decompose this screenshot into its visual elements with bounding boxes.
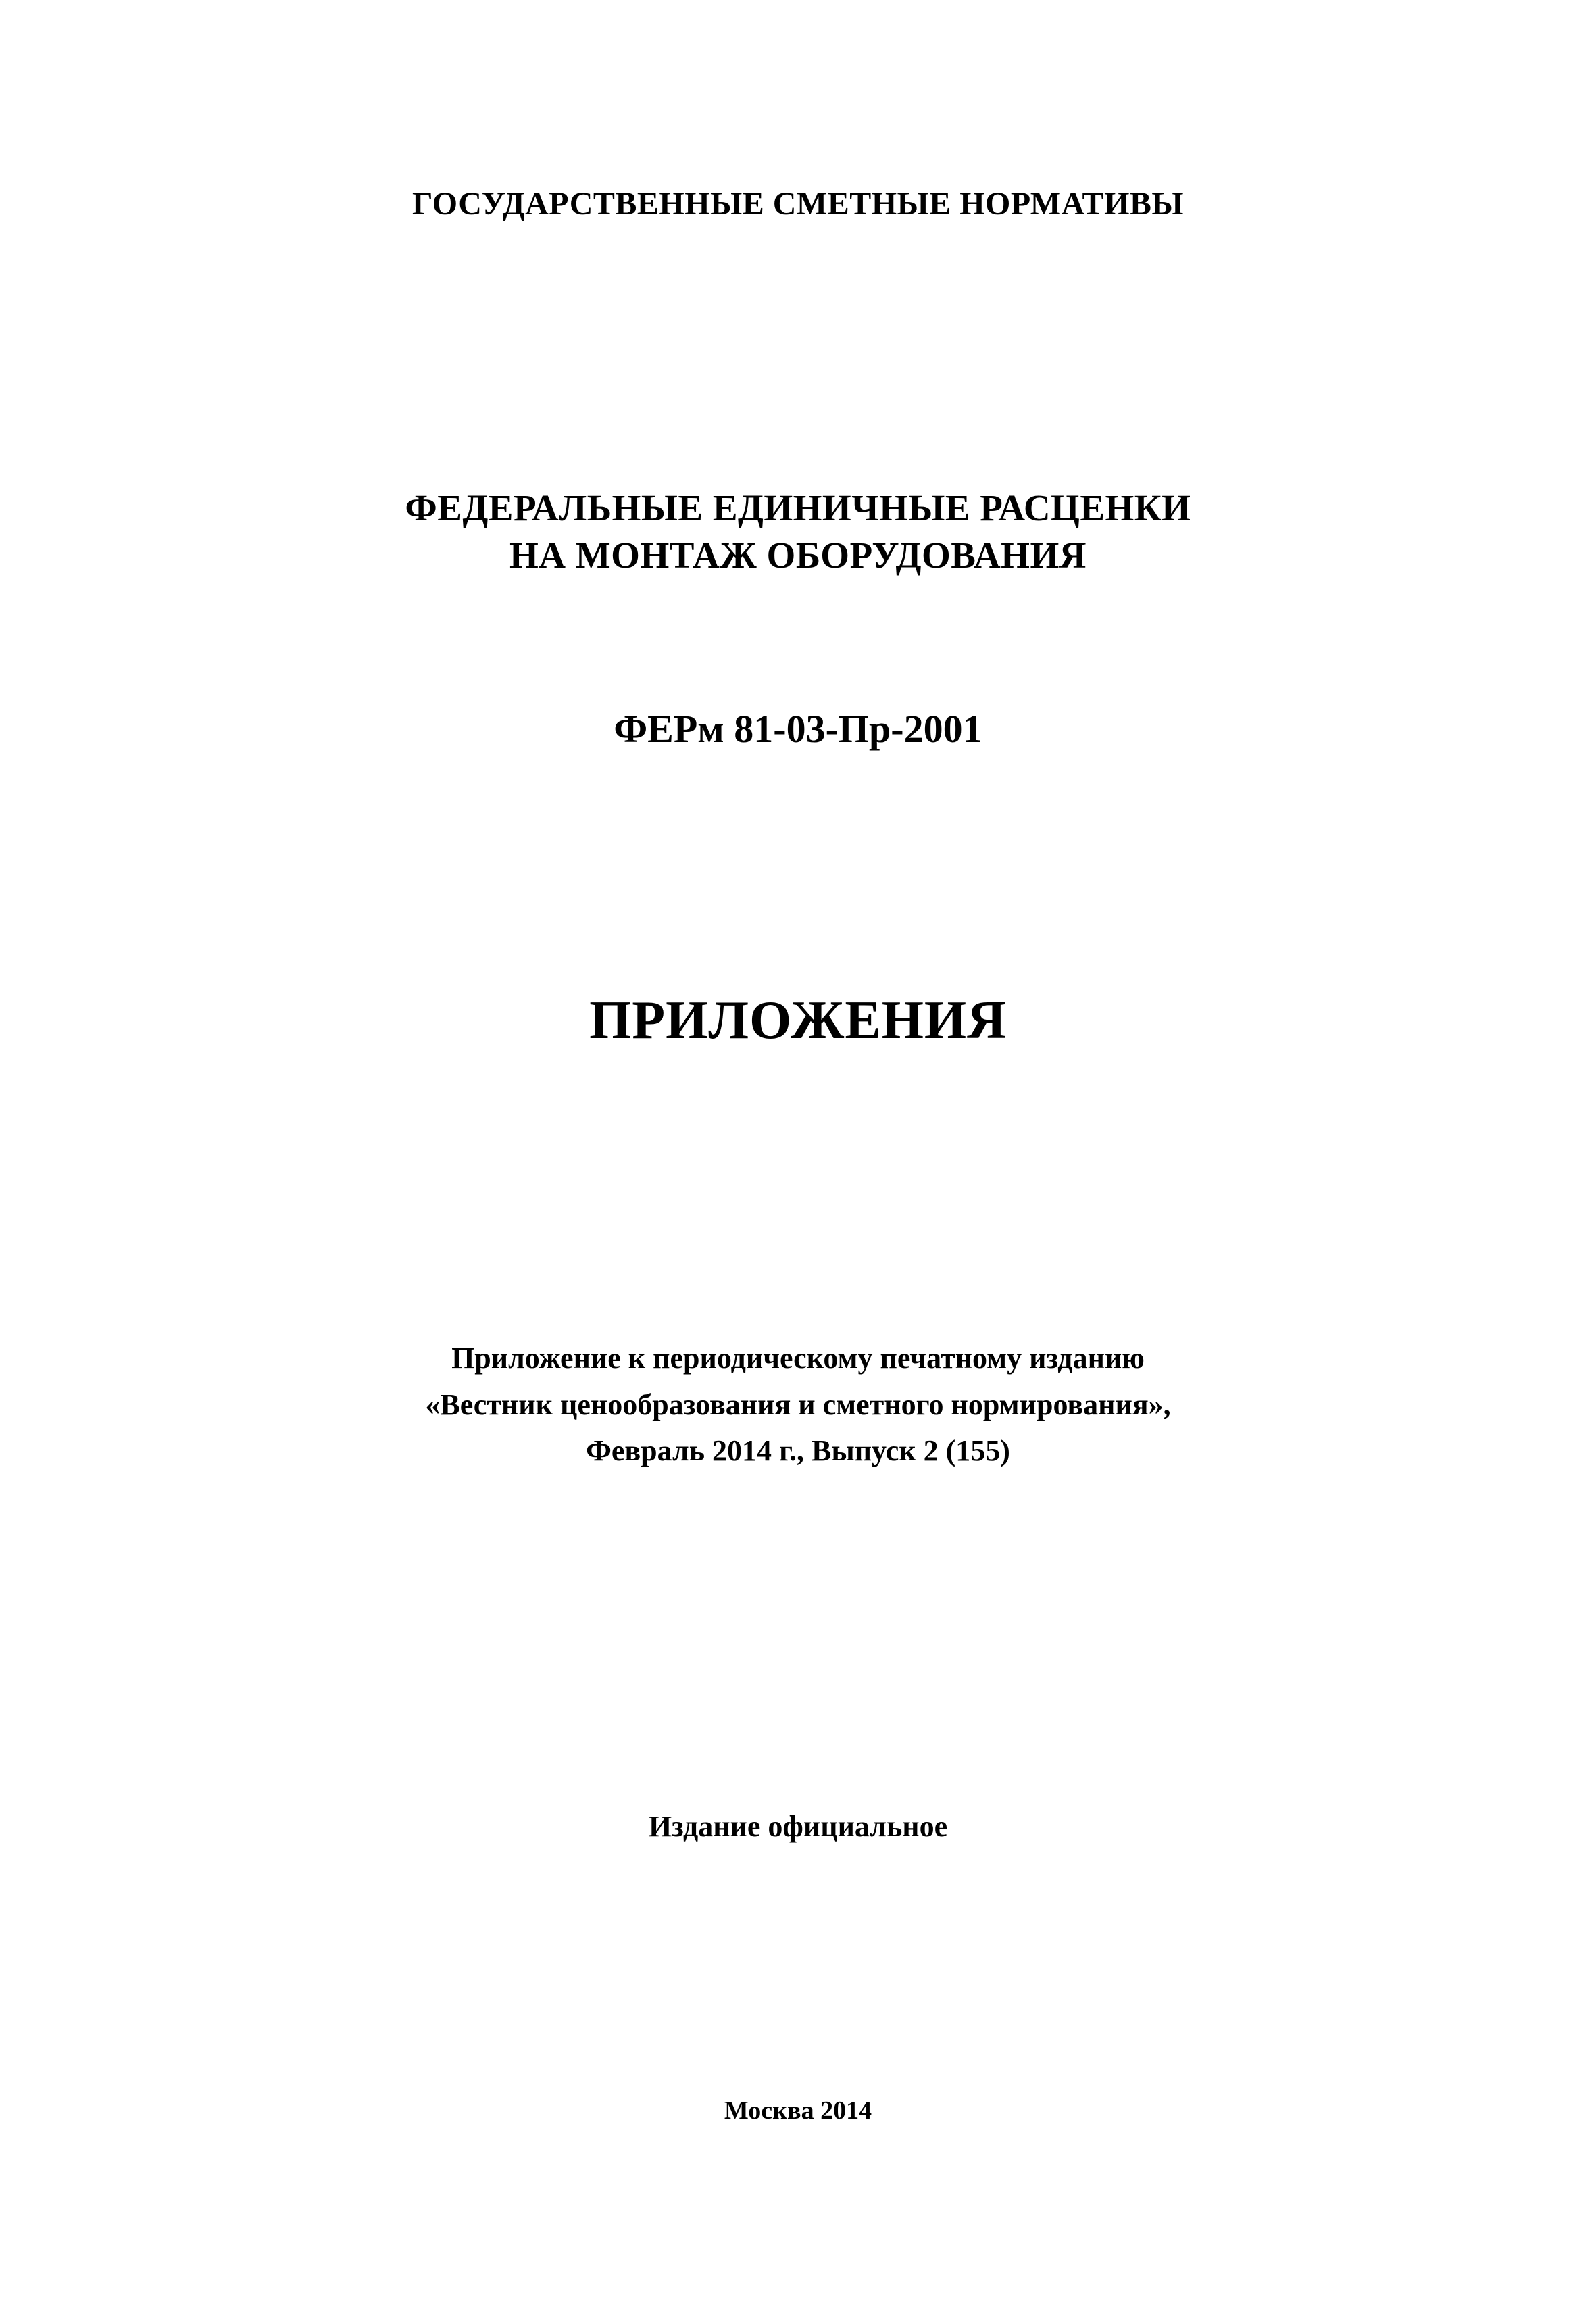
document-title-line-1: ФЕДЕРАЛЬНЫЕ ЕДИНИЧНЫЕ РАСЦЕНКИ — [405, 487, 1191, 528]
city-year: Москва 2014 — [724, 2096, 872, 2125]
supplement-line-1: Приложение к периодическому печатному изданию — [451, 1341, 1145, 1375]
supplement-line-2: «Вестник ценообразования и сметного нормирования», — [425, 1388, 1171, 1421]
document-title-line-2: НА МОНТАЖ ОБОРУДОВАНИЯ — [509, 535, 1087, 576]
series-header: ГОСУДАРСТВЕННЫЕ СМЕТНЫЕ НОРМАТИВЫ — [412, 186, 1184, 222]
document-code: ФЕРм 81-03-Пр-2001 — [614, 707, 982, 751]
section-title: ПРИЛОЖЕНИЯ — [589, 991, 1007, 1050]
edition-label: Издание официальное — [648, 1810, 948, 1843]
supplement-line-3: Февраль 2014 г., Выпуск 2 (155) — [586, 1434, 1010, 1467]
